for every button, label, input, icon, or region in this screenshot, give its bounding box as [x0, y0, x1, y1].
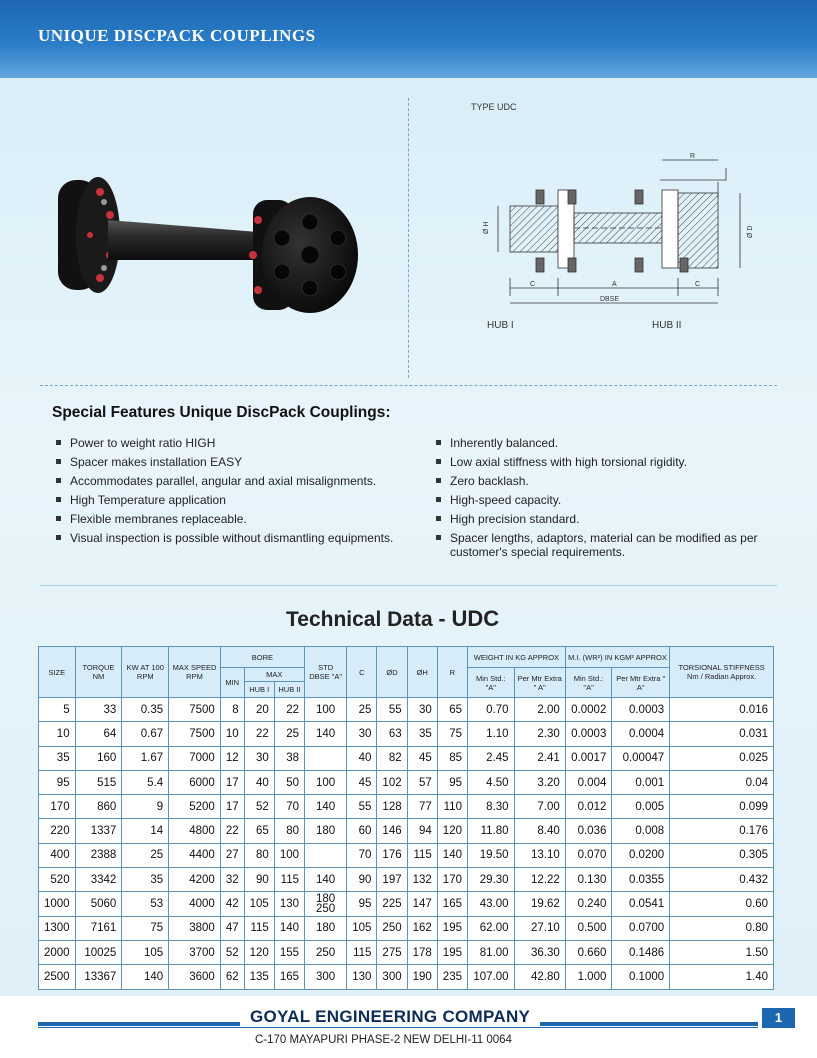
table-cell: 5.4 [122, 770, 169, 794]
table-row [39, 868, 774, 892]
feature-item: Low axial stiffness with high torsional rigidity. [434, 455, 774, 469]
table-cell: 95 [437, 770, 467, 794]
table-cell: 55 [347, 795, 377, 819]
table-cell: 140 [274, 916, 304, 940]
company-name: GOYAL ENGINEERING COMPANY [240, 1007, 540, 1027]
table-cell: 1.000 [565, 965, 612, 989]
table-cell: 100 [274, 843, 304, 867]
col-header-bore: BORE [220, 647, 304, 668]
table-cell: 0.008 [612, 819, 670, 843]
table-cell: 0.176 [670, 819, 774, 843]
table-cell [305, 843, 347, 867]
table-cell: 38 [274, 746, 304, 770]
table-cell: 0.0200 [612, 843, 670, 867]
feature-item: High Temperature application [54, 493, 394, 507]
table-cell: 52 [244, 795, 274, 819]
table-cell: 10 [39, 722, 76, 746]
table-cell: 130 [347, 965, 377, 989]
features-list-right [434, 436, 774, 564]
table-cell: 8 [220, 698, 244, 722]
table-cell: 55 [377, 698, 407, 722]
col-header-weight-min: Min Std.: "A" [467, 668, 514, 698]
table-cell: 64 [75, 722, 122, 746]
col-header-mi-per: Per Mtr Extra " A" [612, 668, 670, 698]
table-cell: 120 [244, 940, 274, 964]
table-cell: 115 [407, 843, 437, 867]
col-header-weight-per: Per Mtr Extra " A" [514, 668, 565, 698]
table-row [39, 965, 774, 989]
table-cell: 160 [75, 746, 122, 770]
table-cell: 5200 [169, 795, 221, 819]
table-cell: 65 [437, 698, 467, 722]
col-header-hub2: HUB II [274, 682, 304, 698]
table-cell: 0.67 [122, 722, 169, 746]
table-cell: 25 [347, 698, 377, 722]
model-name: UDC [451, 606, 500, 631]
table-cell: 12 [220, 746, 244, 770]
table-cell: 176 [377, 843, 407, 867]
table-cell: 7500 [169, 698, 221, 722]
table-cell: 1.40 [670, 965, 774, 989]
table-cell: 128 [377, 795, 407, 819]
table-cell: 105 [122, 940, 169, 964]
table-cell: 0.0017 [565, 746, 612, 770]
table-cell: 102 [377, 770, 407, 794]
table-cell: 0.036 [565, 819, 612, 843]
table-cell: 115 [347, 940, 377, 964]
table-cell: 2.30 [514, 722, 565, 746]
table-cell: 178 [407, 940, 437, 964]
table-cell: 47 [220, 916, 244, 940]
table-cell: 0.60 [670, 892, 774, 916]
feature-item: Power to weight ratio HIGH [54, 436, 394, 450]
table-cell: 0.240 [565, 892, 612, 916]
table-cell: 0.130 [565, 868, 612, 892]
col-header-h: ØH [407, 647, 437, 698]
col-header-torque: TORQUE NM [75, 647, 122, 698]
table-cell: 1337 [75, 819, 122, 843]
table-cell: 35 [407, 722, 437, 746]
table-cell: 4.50 [467, 770, 514, 794]
table-cell: 40 [347, 746, 377, 770]
table-cell: 0.012 [565, 795, 612, 819]
feature-item: Spacer makes installation EASY [54, 455, 394, 469]
col-header-dbse: STD DBSE "A" [305, 647, 347, 698]
table-cell: 22 [274, 698, 304, 722]
table-cell: 5060 [75, 892, 122, 916]
divider-vertical [408, 98, 409, 378]
table-cell: 0.1000 [612, 965, 670, 989]
table-cell: 2.45 [467, 746, 514, 770]
table-cell: 400 [39, 843, 76, 867]
table-cell: 62 [220, 965, 244, 989]
table-cell: 4200 [169, 868, 221, 892]
table-cell: 300 [305, 965, 347, 989]
table-row [39, 722, 774, 746]
table-cell: 14 [122, 819, 169, 843]
table-row [39, 940, 774, 964]
table-cell: 6000 [169, 770, 221, 794]
table-cell: 0.001 [612, 770, 670, 794]
col-header-mi: M.I. (WR²) IN KGM² APPROX [565, 647, 669, 668]
col-header-speed: MAX SPEED RPM [169, 647, 221, 698]
table-cell: 1300 [39, 916, 76, 940]
table-cell: 30 [407, 698, 437, 722]
table-cell: 43.00 [467, 892, 514, 916]
table-cell: 36.30 [514, 940, 565, 964]
col-header-d: ØD [377, 647, 407, 698]
col-header-mi-min: Min Std.: "A" [565, 668, 612, 698]
feature-item: Flexible membranes replaceable. [54, 512, 394, 526]
table-cell: 30 [347, 722, 377, 746]
table-cell: 7161 [75, 916, 122, 940]
table-cell: 80 [244, 843, 274, 867]
table-cell: 42.80 [514, 965, 565, 989]
table-row [39, 843, 774, 867]
table-cell: 57 [407, 770, 437, 794]
table-cell: 62.00 [467, 916, 514, 940]
company-address: C-170 MAYAPURI PHASE-2 NEW DELHI-11 0064 [255, 1034, 512, 1046]
table-cell: 90 [347, 868, 377, 892]
table-cell: 165 [437, 892, 467, 916]
table-cell: 95 [347, 892, 377, 916]
table-cell: 140 [305, 868, 347, 892]
table-cell: 85 [437, 746, 467, 770]
table-cell: 140 [437, 843, 467, 867]
table-cell: 0.004 [565, 770, 612, 794]
table-cell: 81.00 [467, 940, 514, 964]
col-header-c: C [347, 647, 377, 698]
col-header-bore-max: MAX [244, 668, 304, 682]
col-header-kw: KW AT 100 RPM [122, 647, 169, 698]
table-cell: 195 [437, 916, 467, 940]
table-cell: 0.031 [670, 722, 774, 746]
table-cell: 155 [274, 940, 304, 964]
table-row [39, 770, 774, 794]
table-row [39, 892, 774, 916]
table-cell: 0.70 [467, 698, 514, 722]
table-cell: 65 [244, 819, 274, 843]
table-cell: 197 [377, 868, 407, 892]
table-cell: 4000 [169, 892, 221, 916]
table-cell: 3342 [75, 868, 122, 892]
table-cell: 520 [39, 868, 76, 892]
table-cell: 275 [377, 940, 407, 964]
technical-data-body [39, 698, 774, 990]
dim-label-c-left: C [530, 281, 536, 288]
table-cell: 147 [407, 892, 437, 916]
table-row [39, 916, 774, 940]
table-cell: 180 [305, 916, 347, 940]
table-cell: 0.80 [670, 916, 774, 940]
table-cell: 25 [274, 722, 304, 746]
table-cell: 100 [305, 770, 347, 794]
table-cell: 250 [377, 916, 407, 940]
table-cell: 33 [75, 698, 122, 722]
feature-item: High-speed capacity. [434, 493, 774, 507]
table-cell: 140 [305, 795, 347, 819]
dim-label-dbse: DBSE [600, 296, 620, 303]
table-cell: 13.10 [514, 843, 565, 867]
table-cell: 75 [122, 916, 169, 940]
table-cell: 10 [220, 722, 244, 746]
table-cell: 170 [39, 795, 76, 819]
table-cell: 235 [437, 965, 467, 989]
dim-label-a: A [612, 281, 617, 288]
table-cell: 132 [407, 868, 437, 892]
table-cell: 9 [122, 795, 169, 819]
table-cell: 2.41 [514, 746, 565, 770]
table-cell: 70 [347, 843, 377, 867]
dim-label-c-right: C [695, 281, 701, 288]
table-cell: 80 [274, 819, 304, 843]
features-list-left [54, 436, 394, 550]
table-cell: 0.099 [670, 795, 774, 819]
table-cell: 17 [220, 795, 244, 819]
table-row [39, 795, 774, 819]
technical-data-table [38, 646, 774, 990]
table-cell: 2000 [39, 940, 76, 964]
table-cell: 0.1486 [612, 940, 670, 964]
table-cell: 63 [377, 722, 407, 746]
table-cell [305, 746, 347, 770]
table-cell: 0.00047 [612, 746, 670, 770]
table-cell: 12.22 [514, 868, 565, 892]
table-cell: 19.62 [514, 892, 565, 916]
table-cell: 100 [305, 698, 347, 722]
table-cell: 50 [274, 770, 304, 794]
table-cell: 32 [220, 868, 244, 892]
table-cell: 3.20 [514, 770, 565, 794]
table-cell: 0.432 [670, 868, 774, 892]
table-cell: 105 [244, 892, 274, 916]
table-cell: 45 [347, 770, 377, 794]
table-cell: 180 [305, 819, 347, 843]
coupling-technical-drawing [440, 98, 770, 348]
table-cell: 53 [122, 892, 169, 916]
table-cell: 11.80 [467, 819, 514, 843]
table-cell: 35 [122, 868, 169, 892]
table-cell: 7000 [169, 746, 221, 770]
table-cell: 75 [437, 722, 467, 746]
table-cell: 0.0003 [565, 722, 612, 746]
table-cell: 220 [39, 819, 76, 843]
table-cell: 0.660 [565, 940, 612, 964]
table-cell: 7500 [169, 722, 221, 746]
table-cell: 0.0002 [565, 698, 612, 722]
table-cell: 3700 [169, 940, 221, 964]
table-cell: 35 [39, 746, 76, 770]
table-cell: 2388 [75, 843, 122, 867]
table-cell: 250 [305, 940, 347, 964]
table-cell: 0.070 [565, 843, 612, 867]
table-cell: 52 [220, 940, 244, 964]
table-cell: 77 [407, 795, 437, 819]
table-cell: 13367 [75, 965, 122, 989]
table-cell: 19.50 [467, 843, 514, 867]
features-title: Special Features Unique DiscPack Couplings: [52, 404, 391, 421]
table-cell: 8.40 [514, 819, 565, 843]
table-cell: 180 250 [305, 892, 347, 916]
table-cell: 130 [274, 892, 304, 916]
table-cell: 42 [220, 892, 244, 916]
coupling-product-image [48, 160, 368, 320]
table-cell: 0.0004 [612, 722, 670, 746]
page-number: 1 [762, 1008, 795, 1028]
dim-label-d: Ø D [747, 225, 754, 238]
table-cell: 22 [244, 722, 274, 746]
table-cell: 94 [407, 819, 437, 843]
table-cell: 0.025 [670, 746, 774, 770]
feature-item: Visual inspection is possible without dismantling equipments. [54, 531, 394, 545]
table-cell: 25 [122, 843, 169, 867]
table-cell: 2500 [39, 965, 76, 989]
table-cell: 4400 [169, 843, 221, 867]
table-row [39, 746, 774, 770]
table-cell: 8.30 [467, 795, 514, 819]
table-cell: 0.04 [670, 770, 774, 794]
dim-label-r: R [690, 153, 696, 160]
table-cell: 10025 [75, 940, 122, 964]
table-cell: 105 [347, 916, 377, 940]
table-cell: 82 [377, 746, 407, 770]
table-cell: 30 [244, 746, 274, 770]
dim-label-h: Ø H [483, 221, 490, 234]
table-cell: 29.30 [467, 868, 514, 892]
section-divider [40, 585, 777, 586]
page-title: UNIQUE DISCPACK COUPLINGS [38, 26, 316, 45]
table-cell: 0.005 [612, 795, 670, 819]
table-cell: 60 [347, 819, 377, 843]
table-cell: 1.10 [467, 722, 514, 746]
table-cell: 0.305 [670, 843, 774, 867]
table-cell: 120 [437, 819, 467, 843]
table-cell: 45 [407, 746, 437, 770]
table-cell: 515 [75, 770, 122, 794]
table-cell: 1000 [39, 892, 76, 916]
table-cell: 27 [220, 843, 244, 867]
table-cell: 7.00 [514, 795, 565, 819]
table-cell: 110 [437, 795, 467, 819]
table-cell: 225 [377, 892, 407, 916]
table-cell: 300 [377, 965, 407, 989]
table-cell: 5 [39, 698, 76, 722]
table-cell: 1.67 [122, 746, 169, 770]
table-cell: 3800 [169, 916, 221, 940]
feature-item: Spacer lengths, adaptors, material can be modified as per customer's special requirements. [434, 531, 774, 559]
table-cell: 115 [274, 868, 304, 892]
table-row [39, 698, 774, 722]
col-header-r: R [437, 647, 467, 698]
table-cell: 0.016 [670, 698, 774, 722]
table-row [39, 819, 774, 843]
table-cell: 146 [377, 819, 407, 843]
table-cell: 2.00 [514, 698, 565, 722]
table-cell: 140 [122, 965, 169, 989]
table-cell: 0.500 [565, 916, 612, 940]
table-cell: 170 [437, 868, 467, 892]
technical-data-title-text: Technical Data - [286, 608, 446, 631]
col-header-hub1: HUB I [244, 682, 274, 698]
feature-item: Accommodates parallel, angular and axial misalignments. [54, 474, 394, 488]
col-header-size: SIZE [39, 647, 76, 698]
table-cell: 162 [407, 916, 437, 940]
technical-data-title [286, 606, 499, 632]
table-cell: 0.0700 [612, 916, 670, 940]
feature-item: Zero backlash. [434, 474, 774, 488]
table-cell: 140 [305, 722, 347, 746]
table-cell: 195 [437, 940, 467, 964]
table-cell: 90 [244, 868, 274, 892]
page-header [0, 0, 817, 78]
table-cell: 40 [244, 770, 274, 794]
table-cell: 860 [75, 795, 122, 819]
table-cell: 3600 [169, 965, 221, 989]
table-cell: 1.50 [670, 940, 774, 964]
table-cell: 22 [220, 819, 244, 843]
feature-item: High precision standard. [434, 512, 774, 526]
table-cell: 190 [407, 965, 437, 989]
table-cell: 0.35 [122, 698, 169, 722]
table-cell: 95 [39, 770, 76, 794]
table-cell: 17 [220, 770, 244, 794]
col-header-torsional: TORSIONAL STIFFNESS Nm / Radian Approx. [670, 647, 774, 698]
table-cell: 27.10 [514, 916, 565, 940]
col-header-weight: WEIGHT IN KG APPROX [467, 647, 565, 668]
table-cell: 115 [244, 916, 274, 940]
drawing-type-label: TYPE UDC [471, 102, 517, 112]
table-cell: 4800 [169, 819, 221, 843]
feature-item: Inherently balanced. [434, 436, 774, 450]
hub-1-label: HUB I [487, 320, 514, 331]
table-cell: 20 [244, 698, 274, 722]
table-cell: 135 [244, 965, 274, 989]
table-cell: 107.00 [467, 965, 514, 989]
table-cell: 70 [274, 795, 304, 819]
col-header-bore-min: MIN [220, 668, 244, 698]
table-cell: 0.0355 [612, 868, 670, 892]
divider-horizontal [40, 385, 777, 386]
table-cell: 165 [274, 965, 304, 989]
table-cell: 0.0541 [612, 892, 670, 916]
footer-rule-thin [38, 1027, 758, 1028]
table-cell: 0.0003 [612, 698, 670, 722]
hub-2-label: HUB II [652, 320, 682, 331]
